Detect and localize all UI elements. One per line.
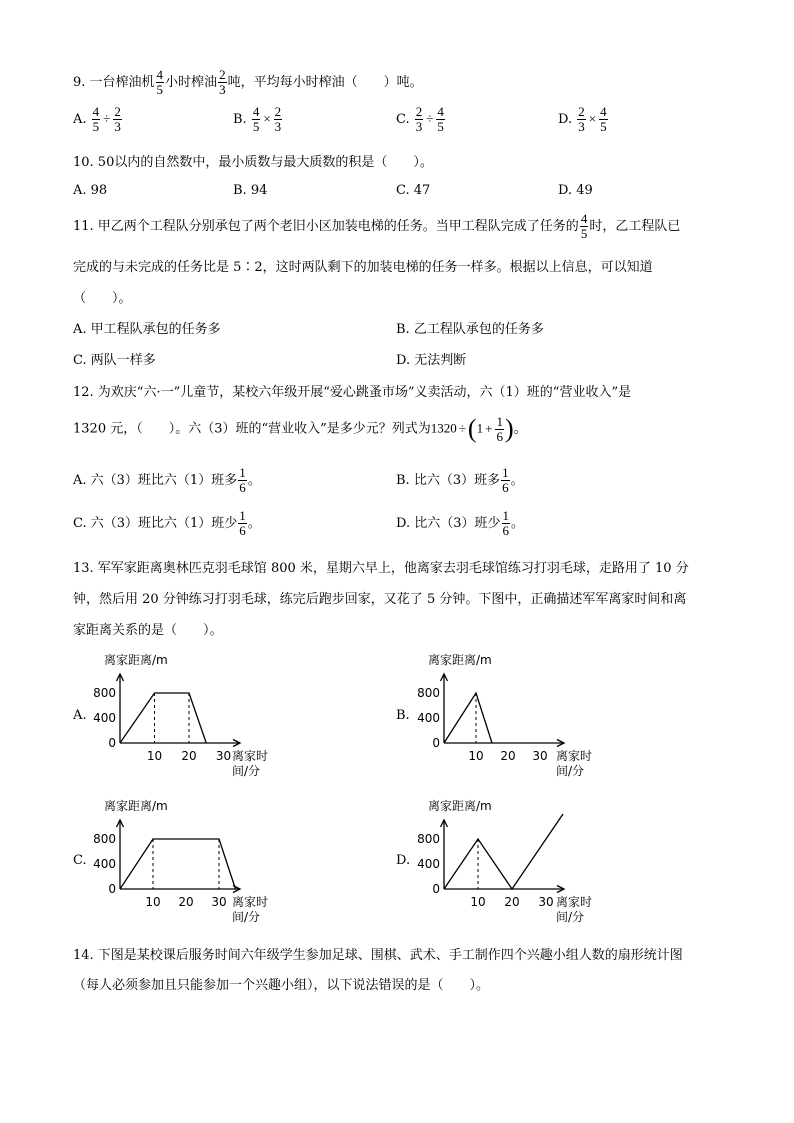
y-axis-label: 离家距离/m bbox=[428, 653, 492, 667]
x-tick-label: 30 bbox=[215, 749, 232, 763]
series-line bbox=[120, 839, 236, 889]
y-tick-label: 400 bbox=[93, 857, 116, 871]
y-tick-label: 800 bbox=[93, 686, 116, 700]
x-axis-label: 离家时 bbox=[232, 749, 269, 763]
q10-option-b[interactable]: B. 94 bbox=[233, 183, 268, 198]
x-axis-label: 离家时 bbox=[556, 749, 593, 763]
question-9: 9. 一台榨油机 $\frac{4}{5}$ 小时榨油 $\frac{2}{3}$ 吨，平均每小时榨油（ ）吨。 bbox=[73, 67, 423, 97]
y-tick-label: 0 bbox=[432, 736, 440, 750]
q13-graph-d[interactable] bbox=[412, 792, 622, 932]
x-axis-label-line2: 间/分 bbox=[556, 910, 585, 924]
question-10: 10. 50以内的自然数中，最小质数与最大质数的积是（ ）。 bbox=[73, 155, 433, 170]
fraction: $\frac{2}{3}$ bbox=[219, 67, 226, 97]
y-tick-label: 800 bbox=[417, 686, 440, 700]
y-tick-label: 0 bbox=[108, 736, 116, 750]
y-tick-label: 800 bbox=[93, 832, 116, 846]
q9-option-d[interactable]: D. $\frac{2}{3}$ × $\frac{4}{5}$ bbox=[558, 104, 607, 134]
x-tick-label: 20 bbox=[500, 749, 516, 763]
question-12-line2: 1320 元，（ ）。六（3）班的“营业收入”是多少元？列式为1320 ÷(1 + $\frac{1}{6}$ )。 bbox=[73, 413, 527, 444]
q11-option-a[interactable]: A. 甲工程队承包的任务多 bbox=[73, 322, 221, 337]
q12-option-c[interactable]: C. 六（3）班比六（1）班少 $\frac{1}{6}$ 。 bbox=[73, 508, 261, 538]
question-14-line2: （每人必须参加且只能参加一个兴趣小组），以下说法错误的是（ ）。 bbox=[73, 978, 490, 993]
question-12: 12. 为欢庆“六·一”儿童节，某校六年级开展“爱心跳蚤市场”义卖活动，六（1）班的“营业收入”是 bbox=[73, 385, 632, 400]
q13-option-a-label[interactable]: A. bbox=[73, 708, 87, 723]
x-tick-label: 30 bbox=[538, 895, 554, 909]
q13-graph-c[interactable] bbox=[88, 792, 298, 932]
question-11-line3: （ ）。 bbox=[73, 291, 132, 306]
question-11: 11. 甲乙两个工程队分别承包了两个老旧小区加装电梯的任务。当甲工程队完成了任务的 $\frac{4}{5}$ 时，乙工程队已 bbox=[73, 211, 681, 241]
series-line bbox=[444, 814, 563, 889]
x-tick-label: 10 bbox=[470, 895, 486, 909]
q12-option-a[interactable]: A. 六（3）班比六（1）班多 $\frac{1}{6}$ 。 bbox=[73, 465, 261, 495]
x-tick-label: 30 bbox=[211, 895, 227, 909]
y-axis-label: 离家距离/m bbox=[428, 799, 492, 813]
y-tick-label: 800 bbox=[417, 832, 440, 846]
q11-option-d[interactable]: D. 无法判断 bbox=[396, 353, 467, 368]
q10-option-c[interactable]: C. 47 bbox=[396, 183, 431, 198]
y-tick-label: 0 bbox=[108, 882, 116, 896]
x-axis-label-line2: 间/分 bbox=[556, 764, 585, 778]
x-tick-label: 10 bbox=[146, 749, 163, 763]
q13-option-c-label[interactable]: C. bbox=[73, 853, 87, 868]
q9-option-a[interactable]: A. $\frac{4}{5}$ ÷ $\frac{2}{3}$ bbox=[73, 104, 121, 134]
x-tick-label: 20 bbox=[181, 749, 197, 763]
question-11-line2: 完成的与未完成的任务比是 5∶2，这时两队剩下的加装电梯的任务一样多。根据以上信息，可以知道 bbox=[73, 260, 653, 275]
question-13-line2: 钟，然后用 20 分钟练习打羽毛球，练完后跑步回家，又花了 5 分钟。下图中，正确描述军军离家时间和离 bbox=[73, 592, 687, 607]
q13-graph-a[interactable] bbox=[88, 646, 298, 786]
series-line bbox=[120, 693, 206, 743]
y-axis-label: 离家距离/m bbox=[104, 653, 168, 667]
q13-option-d-label[interactable]: D. bbox=[396, 853, 411, 868]
y-tick-label: 400 bbox=[93, 711, 116, 725]
q9-option-b[interactable]: B. $\frac{4}{5}$ × $\frac{2}{3}$ bbox=[233, 104, 282, 134]
y-axis-label: 离家距离/m bbox=[104, 799, 168, 813]
q11-option-b[interactable]: B. 乙工程队承包的任务多 bbox=[396, 322, 544, 337]
q10-option-d[interactable]: D. 49 bbox=[558, 183, 593, 198]
x-axis-label-line2: 间/分 bbox=[232, 910, 261, 924]
question-14: 14. 下图是某校课后服务时间六年级学生参加足球、围棋、武术、手工制作四个兴趣小组人数的扇形统计图 bbox=[73, 948, 683, 963]
x-tick-label: 20 bbox=[178, 895, 194, 909]
q12-option-d[interactable]: D. 比六（3）班少 $\frac{1}{6}$ 。 bbox=[396, 508, 525, 538]
x-axis-label: 离家时 bbox=[556, 895, 593, 909]
q10-option-a[interactable]: A. 98 bbox=[73, 183, 108, 198]
q13-graph-b[interactable] bbox=[412, 646, 622, 786]
y-tick-label: 400 bbox=[417, 857, 440, 871]
q12-option-b[interactable]: B. 比六（3）班多 $\frac{1}{6}$ 。 bbox=[396, 465, 524, 495]
question-13: 13. 军军家距离奥林匹克羽毛球馆 800 米，星期六早上，他离家去羽毛球馆练习打羽毛球，走路用了 10 分 bbox=[73, 561, 689, 576]
x-tick-label: 10 bbox=[145, 895, 161, 909]
y-tick-label: 0 bbox=[432, 882, 440, 896]
q9-option-c[interactable]: C. $\frac{2}{3}$ ÷ $\frac{4}{5}$ bbox=[396, 104, 444, 134]
x-axis-label: 离家时 bbox=[232, 895, 269, 909]
x-tick-label: 10 bbox=[468, 749, 484, 763]
series-line bbox=[444, 693, 492, 743]
fraction: $\frac{4}{5}$ bbox=[156, 67, 164, 97]
x-axis-label-line2: 间/分 bbox=[232, 764, 261, 778]
q11-option-c[interactable]: C. 两队一样多 bbox=[73, 353, 156, 368]
q13-option-b-label[interactable]: B. bbox=[396, 708, 410, 723]
y-tick-label: 400 bbox=[417, 711, 440, 725]
x-tick-label: 30 bbox=[532, 749, 548, 763]
question-13-line3: 家距离关系的是（ ）。 bbox=[73, 623, 223, 638]
x-tick-label: 20 bbox=[504, 895, 520, 909]
